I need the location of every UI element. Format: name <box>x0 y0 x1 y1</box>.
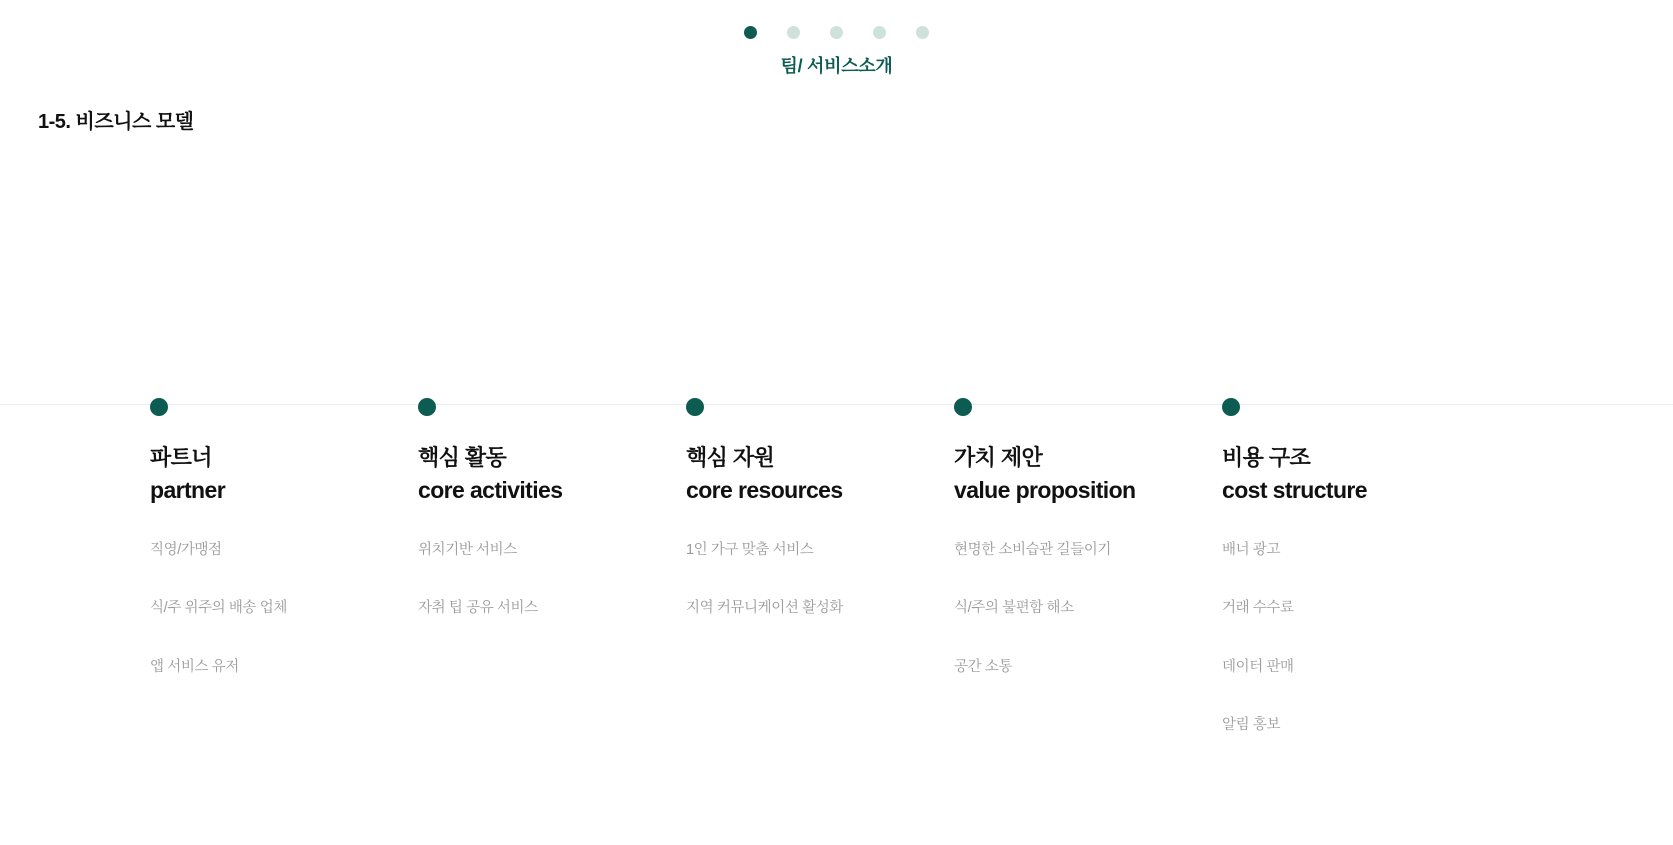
column-partner <box>150 398 418 717</box>
column-title-ko: 핵심 활동 <box>418 445 507 470</box>
column-item-list <box>150 542 418 676</box>
column-core-activities <box>418 398 686 659</box>
column-cost-structure <box>1222 398 1490 776</box>
column-title-en: value proposition <box>954 476 1136 503</box>
list-item: 거래 수수료 <box>1222 600 1294 617</box>
bullet-dot-icon <box>1222 398 1240 416</box>
list-item: 알림 홍보 <box>1222 717 1281 734</box>
bullet-dot-icon <box>418 398 436 416</box>
list-item: 앱 서비스 유저 <box>150 658 239 675</box>
column-item-list <box>1222 542 1490 735</box>
column-title-ko: 비용 구조 <box>1222 445 1311 470</box>
pagination-dot-1[interactable] <box>744 26 757 39</box>
column-title-en: core activities <box>418 476 563 503</box>
column-title-en: core resources <box>686 476 843 503</box>
column-title-en: partner <box>150 476 226 503</box>
column-title-ko: 핵심 자원 <box>686 445 775 470</box>
list-item: 자취 팁 공유 서비스 <box>418 600 538 617</box>
bullet-dot-icon <box>150 398 168 416</box>
pagination-dot-2[interactable] <box>787 26 800 39</box>
bullet-dot-icon <box>686 398 704 416</box>
bullet-dot-icon <box>954 398 972 416</box>
list-item: 현명한 소비습관 길들이기 <box>954 542 1111 559</box>
column-title-ko: 파트너 <box>150 445 212 470</box>
slide-pagination[interactable] <box>0 26 1673 39</box>
pagination-dot-5[interactable] <box>916 26 929 39</box>
list-item: 직영/가맹점 <box>150 542 222 559</box>
list-item: 배너 광고 <box>1222 542 1281 559</box>
column-title-en: cost structure <box>1222 476 1367 503</box>
list-item: 1인 가구 맞춤 서비스 <box>686 542 814 559</box>
pagination-dot-3[interactable] <box>830 26 843 39</box>
column-title-ko: 가치 제안 <box>954 445 1043 470</box>
list-item: 데이터 판매 <box>1222 658 1294 675</box>
pagination-dot-4[interactable] <box>873 26 886 39</box>
column-item-list <box>686 542 954 618</box>
list-item: 위치기반 서비스 <box>418 542 517 559</box>
list-item: 지역 커뮤니케이션 활성화 <box>686 600 843 617</box>
section-label: 팀/ 서비스소개 <box>780 56 893 76</box>
column-item-list <box>418 542 686 618</box>
column-core-resources <box>686 398 954 659</box>
column-value-proposition <box>954 398 1222 717</box>
list-item: 공간 소통 <box>954 658 1013 675</box>
page-title: 1-5. 비즈니스 모델 <box>38 111 194 133</box>
business-model-columns <box>150 398 1650 776</box>
list-item: 식/주의 불편함 해소 <box>954 600 1074 617</box>
list-item: 식/주 위주의 배송 업체 <box>150 600 287 617</box>
column-item-list <box>954 542 1222 676</box>
